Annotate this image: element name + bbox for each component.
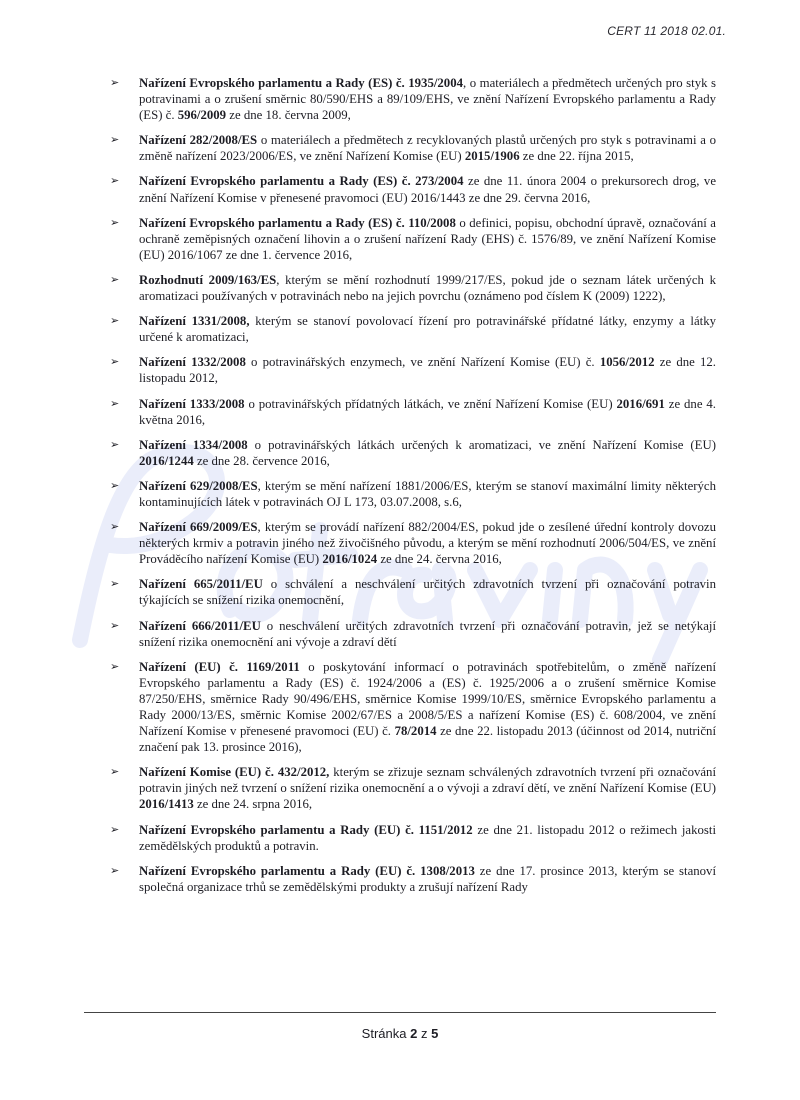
regulation-text: o schválení a neschválení určitých zdravotních tvrzení při označování potravin týkajících se snížení rizika onemocnění, bbox=[139, 577, 717, 608]
regulation-text: o materiálech a předmětech z recyklovaných plastů určených pro styk s potravinami a o změně nařízení 2023/2006/ES, ve znění Nařízení Komise (EU) bbox=[139, 133, 716, 164]
regulation-reference: Nařízení Evropského parlamentu a Rady (ES) č. 1935/2004 bbox=[139, 76, 464, 90]
regulation-reference: Nařízení 666/2011/EU bbox=[139, 618, 261, 633]
regulation-reference: 1056/2012 bbox=[599, 355, 655, 370]
arrow-bullet-icon: ➢ bbox=[110, 765, 120, 779]
regulation-text: ze dne 21. listopadu 2012 o režimech jakosti zemědělských produktů a potravin. bbox=[139, 822, 716, 853]
regulation-text: kterým se zřizuje seznam schválených zdravotních tvrzení při označování potravin jiných než tvrzení o snížení rizika onemocnění a o vývoji a zdraví dětí, ve znění Nařízení Komise (EU) bbox=[139, 765, 717, 796]
list-item bbox=[110, 75, 716, 123]
arrow-bullet-icon: ➢ bbox=[110, 659, 120, 673]
document-code: CERT 11 2018 02.01. bbox=[607, 24, 726, 38]
regulation-text: ze dne 11. února 2004 o prekursorech drog, ve znění Nařízení Komise v přenesené pravomoci (EU) 2016/1443 ze dne 29. června 2016, bbox=[139, 174, 716, 205]
regulation-text: kterým se stanoví povolovací řízení pro potravinářské přídatné látky, enzymy a látky určené k aromatizaci, bbox=[139, 314, 716, 345]
list-item bbox=[110, 659, 716, 756]
list-item bbox=[110, 437, 716, 469]
regulation-reference: 2016/691 bbox=[616, 396, 665, 411]
arrow-bullet-icon: ➢ bbox=[110, 396, 120, 410]
list-item bbox=[110, 272, 716, 304]
regulation-reference: Nařízení 1331/2008, bbox=[139, 314, 250, 329]
regulation-text: ze dne 28. července 2016, bbox=[193, 453, 330, 468]
list-item bbox=[110, 354, 716, 386]
arrow-bullet-icon: ➢ bbox=[110, 314, 120, 328]
arrow-bullet-icon: ➢ bbox=[110, 215, 120, 229]
arrow-bullet-icon: ➢ bbox=[110, 822, 120, 836]
arrow-bullet-icon: ➢ bbox=[110, 618, 120, 632]
list-item bbox=[110, 519, 716, 567]
page-prefix: Stránka bbox=[361, 1026, 407, 1041]
list-item bbox=[110, 576, 716, 608]
regulation-reference: Nařízení 665/2011/EU bbox=[139, 577, 263, 592]
regulation-reference: Nařízení 1334/2008 bbox=[139, 437, 248, 452]
list-item bbox=[110, 173, 716, 205]
arrow-bullet-icon: ➢ bbox=[110, 863, 120, 877]
arrow-bullet-icon: ➢ bbox=[110, 437, 120, 451]
regulation-text: ze dne 4. května 2016, bbox=[139, 396, 716, 427]
regulation-reference: 78/2014 bbox=[394, 724, 437, 739]
regulation-reference: 2016/1244 bbox=[139, 453, 194, 468]
list-item bbox=[110, 132, 716, 164]
regulation-text: ze dne 24. června 2016, bbox=[377, 552, 502, 567]
regulation-text: ze dne 12. listopadu 2012, bbox=[139, 355, 716, 386]
list-item bbox=[110, 618, 716, 650]
regulation-text: , kterým se provádí nařízení 882/2004/ES, pokud jde o zesílené úřední kontroly dovozu některých krmiv a potravin jiného než živočišného původu, a kterým se mění rozhodnutí 2006/504/ES, ve znění Prováděcího nařízení Komise (EU) bbox=[139, 520, 716, 567]
regulation-text: o potravinářských enzymech, ve znění Nařízení Komise (EU) č. bbox=[245, 355, 600, 370]
arrow-bullet-icon: ➢ bbox=[110, 272, 120, 286]
regulation-reference: Nařízení Evropského parlamentu a Rady (EU) č. 1151/2012 bbox=[139, 822, 473, 837]
arrow-bullet-icon: ➢ bbox=[110, 478, 120, 492]
arrow-bullet-icon: ➢ bbox=[110, 76, 120, 89]
list-item bbox=[110, 396, 716, 428]
footer-divider bbox=[84, 1012, 716, 1013]
regulation-text: o definici, popisu, obchodní úpravě, označování a ochraně zeměpisných označení lihovin a o zrušení nařízení Rady (EHS) č. 1576/89, ve znění Nařízení Komise (EU) 2016/1067 ze dne 1. července 2016, bbox=[139, 215, 716, 262]
arrow-bullet-icon: ➢ bbox=[110, 520, 120, 534]
regulation-reference: Nařízení Komise (EU) č. 432/2012, bbox=[139, 765, 330, 780]
arrow-bullet-icon: ➢ bbox=[110, 577, 120, 591]
list-item bbox=[110, 478, 716, 510]
page-current: 2 bbox=[410, 1026, 418, 1041]
regulation-text: , o materiálech a předmětech určených pro styk s potravinami a o zrušení směrnic 80/590/EHS a 89/109/EHS, ve znění Nařízení Evropského parlamentu a Rady (ES) č. bbox=[139, 76, 717, 123]
regulation-reference: Nařízení Evropského parlamentu a Rady (EU) č. 1308/2013 bbox=[139, 863, 475, 878]
regulation-reference: Nařízení 1333/2008 bbox=[139, 396, 245, 411]
regulation-reference: Nařízení (EU) č. 1169/2011 bbox=[139, 659, 300, 674]
regulation-reference: Nařízení 669/2009/ES bbox=[139, 520, 258, 535]
regulation-text: , kterým se mění rozhodnutí 1999/217/ES, pokud jde o seznam látek určených k aromatizaci používaných v potravinách nebo na jejich povrchu (oznámeno pod číslem K (2009) 1222), bbox=[139, 272, 716, 304]
regulation-text: o poskytování informací o potravinách spotřebitelům, o změně nařízení Evropského parlamentu a Rady (ES) č. 1924/2006 a (ES) č. 1925/2006 a o zrušení směrnice Komise 87/250/EHS, směrnice Rady 90/496/EHS, směrnice Komise 1999/10/ES, směrnice Evropského parlamentu a Rady 2000/13/ES, směrnic Komise 2002/67/ES a 2008/5/ES a nařízení Komise (ES) č. 608/2004, ve znění Nařízení Komise v přenesené pravomoci (EU) č. bbox=[139, 659, 716, 739]
regulation-reference: Nařízení 629/2008/ES bbox=[139, 478, 258, 493]
regulation-reference: Nařízení 1332/2008 bbox=[139, 355, 246, 370]
regulation-text: ze dne 18. června 2009, bbox=[226, 108, 351, 123]
regulation-reference: Nařízení Evropského parlamentu a Rady (ES) č. 110/2008 bbox=[139, 215, 456, 230]
regulation-reference: Nařízení 282/2008/ES bbox=[139, 133, 258, 148]
regulation-text: ze dne 22. října 2015, bbox=[519, 149, 634, 164]
list-item bbox=[110, 863, 716, 895]
regulation-text: ze dne 22. listopadu 2013 (účinnost od 2014, nutriční značení pak 13. prosince 2016), bbox=[139, 724, 716, 755]
regulation-reference: 2015/1906 bbox=[464, 149, 520, 164]
regulation-text: ze dne 24. srpna 2016, bbox=[193, 797, 313, 812]
regulation-reference: 2016/1024 bbox=[322, 552, 378, 567]
regulation-text: o potravinářských látkách určených k aromatizaci, ve znění Nařízení Komise (EU) bbox=[247, 437, 716, 452]
list-item bbox=[110, 822, 716, 854]
regulation-text: ze dne 17. prosince 2013, kterým se stanoví společná organizace trhů se zemědělskými produkty a zrušují nařízení Rady bbox=[139, 863, 717, 894]
list-item bbox=[110, 313, 716, 345]
regulation-reference: 596/2009 bbox=[177, 108, 227, 123]
page-separator: z bbox=[420, 1026, 428, 1041]
arrow-bullet-icon: ➢ bbox=[110, 355, 120, 369]
regulation-text: , kterým se mění nařízení 1881/2006/ES, kterým se stanoví maximální limity některých kontaminujících látek v potravinách OJ L 173, 03.07.2008, s.6, bbox=[139, 478, 716, 509]
page-number bbox=[0, 1026, 800, 1041]
regulation-reference: Nařízení Evropského parlamentu a Rady (ES) č. 273/2004 bbox=[139, 174, 464, 189]
regulation-reference: Rozhodnutí 2009/163/ES bbox=[139, 272, 277, 287]
list-item bbox=[110, 764, 716, 812]
regulation-text: o potravinářských přídatných látkách, ve znění Nařízení Komise (EU) bbox=[244, 396, 617, 411]
regulation-reference: 2016/1413 bbox=[139, 797, 194, 812]
arrow-bullet-icon: ➢ bbox=[110, 174, 120, 188]
regulation-text: o neschválení určitých zdravotních tvrzení při označování potravin, jež se netýkají snížení rizika onemocnění ani vývoje a zdraví dětí bbox=[139, 618, 716, 649]
list-item bbox=[110, 215, 716, 263]
arrow-bullet-icon: ➢ bbox=[110, 133, 120, 147]
regulation-list bbox=[110, 75, 716, 904]
page-total: 5 bbox=[431, 1026, 439, 1041]
